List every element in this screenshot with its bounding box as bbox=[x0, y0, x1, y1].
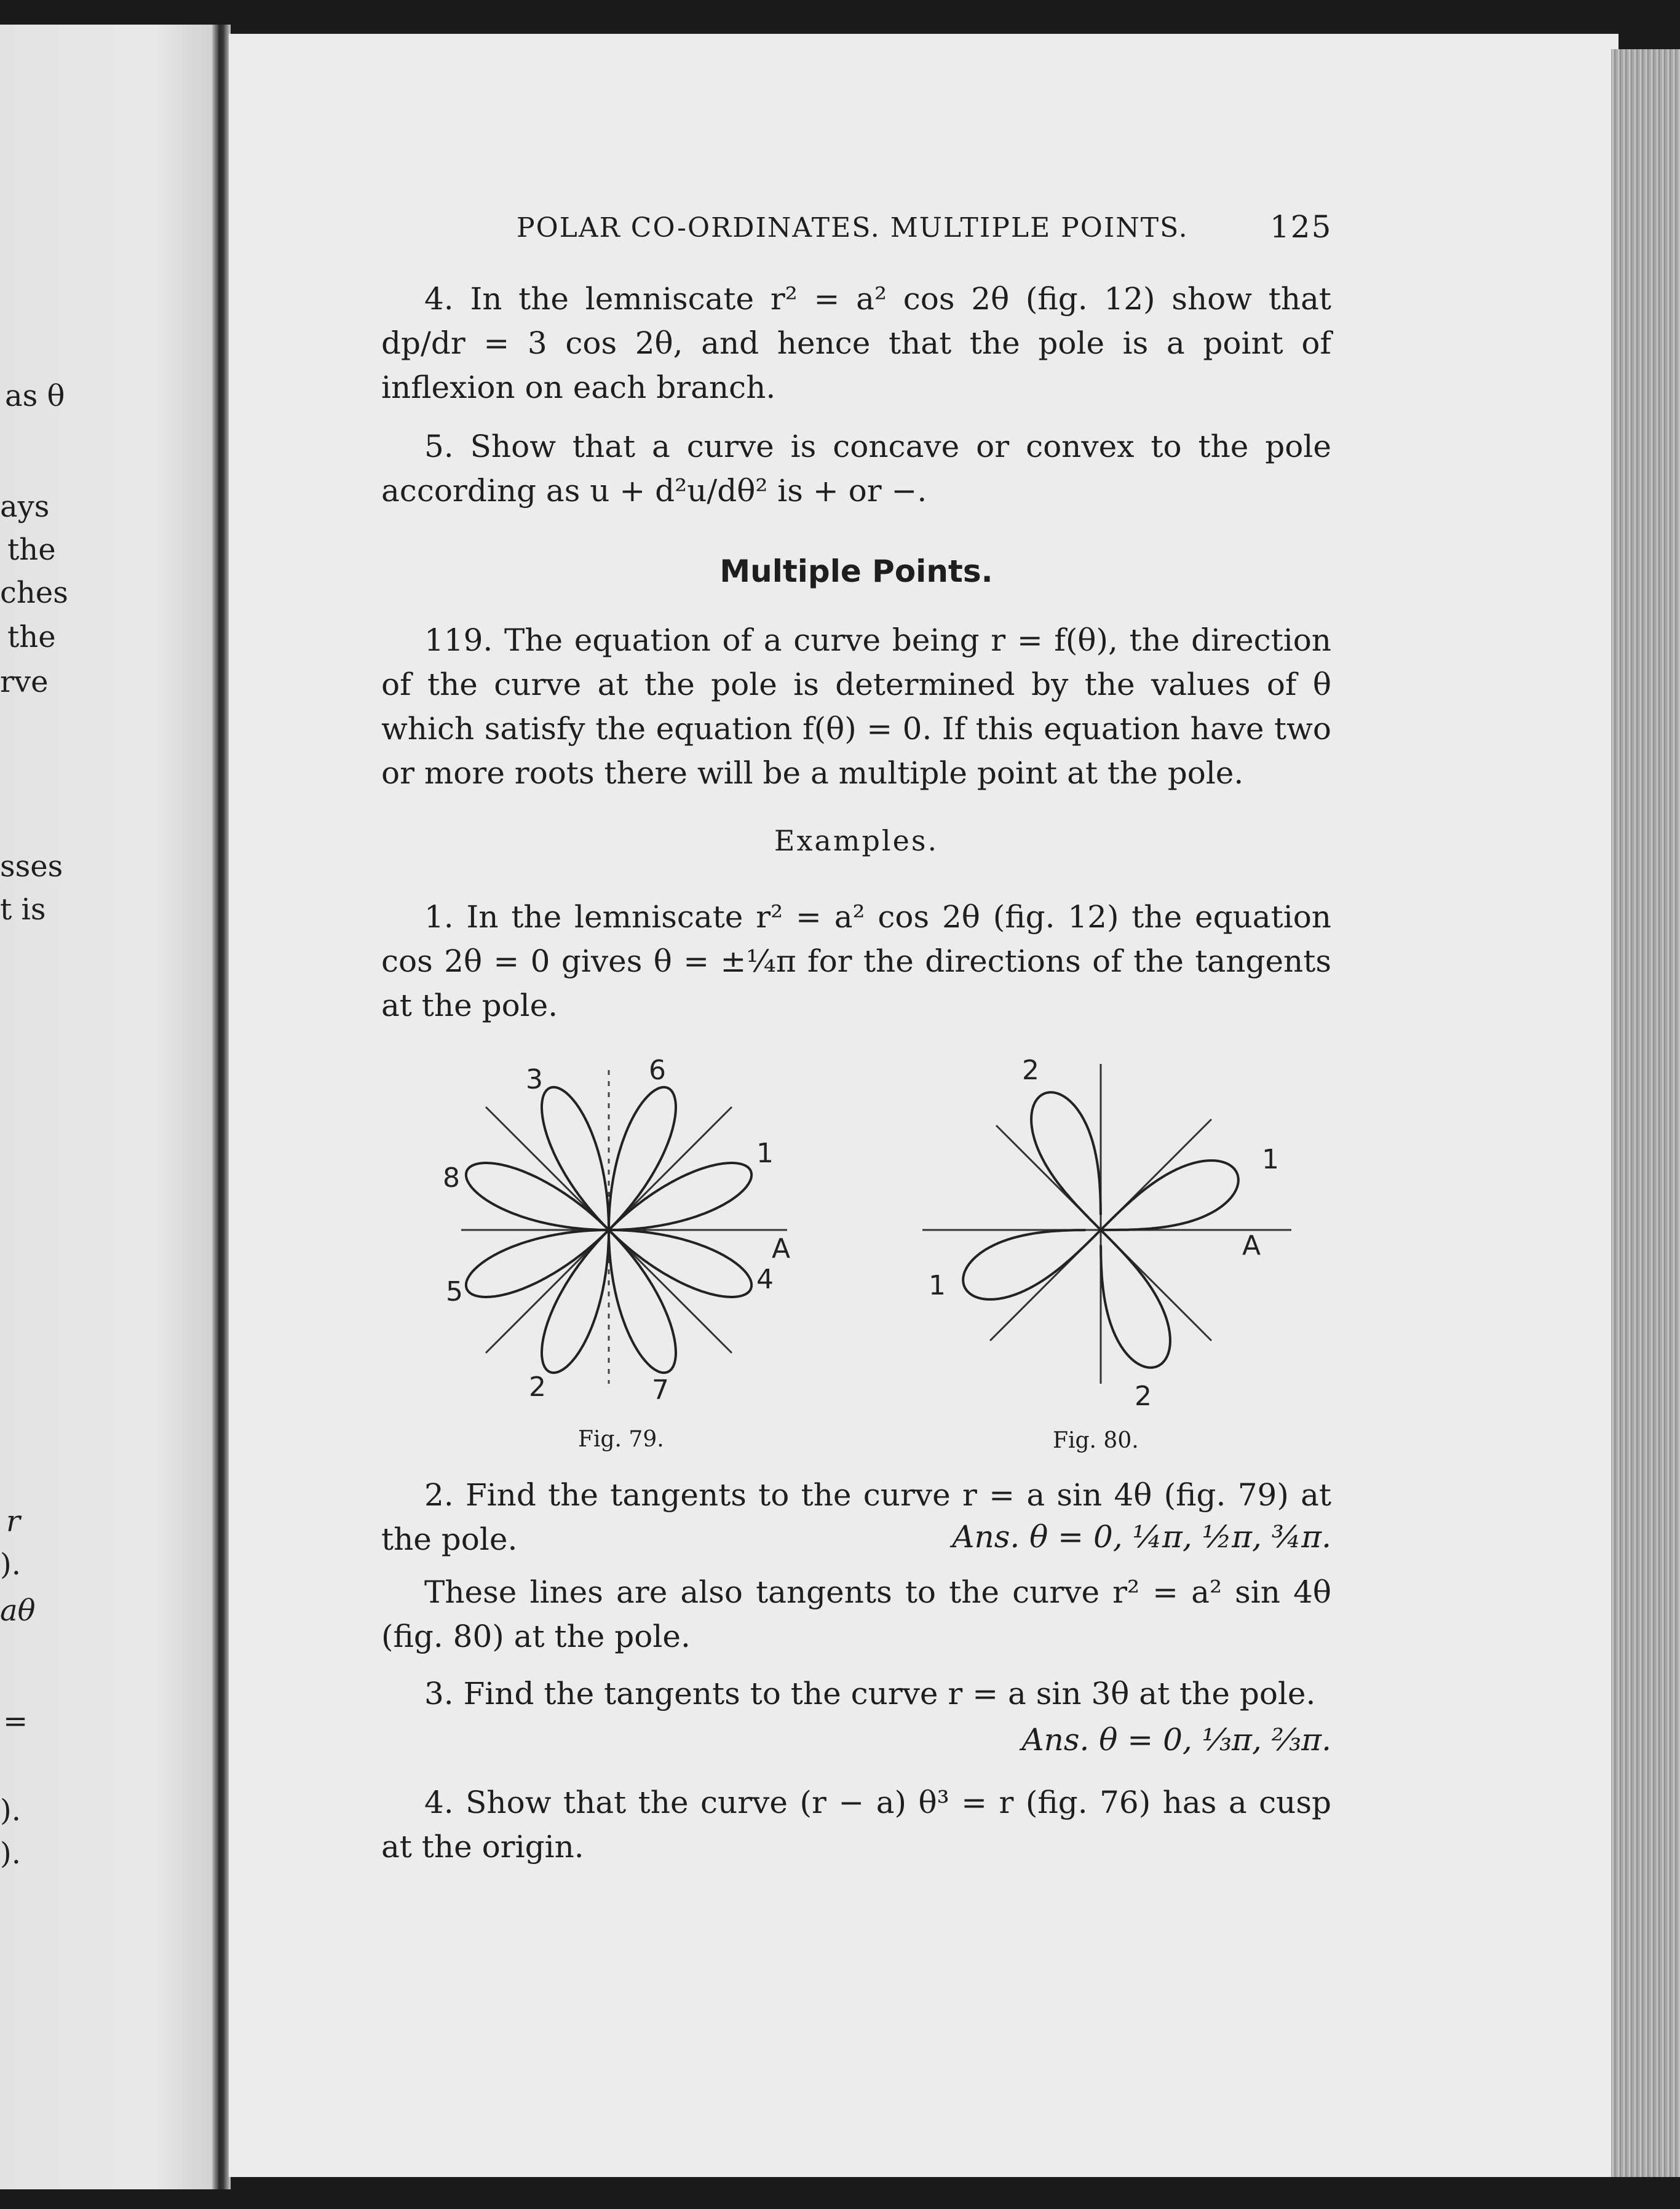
example-1: 1. In the lemniscate r² = a² cos 2θ (fig. 12) the equation cos 2θ = 0 gives θ = ±¼π for the directions of the tangents at the pole. bbox=[381, 899, 1331, 1023]
left-fragment: as θ bbox=[5, 379, 65, 413]
figure-80-caption: Fig. 80. bbox=[1053, 1428, 1139, 1453]
page-number: 125 bbox=[1270, 209, 1333, 245]
left-page bbox=[0, 25, 215, 2189]
figure-79-caption: Fig. 79. bbox=[578, 1427, 664, 1452]
page-edges bbox=[1611, 49, 1680, 2177]
example-3-answer: Ans. θ = 0, ⅓π, ⅔π. bbox=[1021, 1722, 1331, 1758]
example-4-cusp: 4. Show that the curve (r − a) θ³ = r (fig. 76) has a cusp at the origin. bbox=[381, 1785, 1331, 1865]
fig79-label: 2 bbox=[529, 1371, 546, 1403]
fig80-label: 1 bbox=[1262, 1144, 1279, 1175]
fig79-label: 4 bbox=[756, 1264, 774, 1295]
exercise-5-concavity: 5. Show that a curve is concave or convex to the pole according as u + d²u/dθ² is + or −. bbox=[381, 429, 1331, 509]
figure-79-rose-curve bbox=[406, 1045, 824, 1427]
fig80-label: 1 bbox=[929, 1270, 946, 1301]
left-fragment: = bbox=[3, 1704, 28, 1739]
left-fragment: sses bbox=[0, 849, 63, 884]
fig80-label: 2 bbox=[1135, 1381, 1152, 1412]
running-title: POLAR CO-ORDINATES. MULTIPLE POINTS. bbox=[517, 212, 1189, 244]
fig79-label: 7 bbox=[652, 1374, 669, 1406]
left-fragment: rve bbox=[0, 665, 49, 699]
section-heading: Multiple Points. bbox=[719, 553, 993, 589]
example-3: 3. Find the tangents to the curve r = a sin 3θ at the pole. bbox=[424, 1676, 1316, 1711]
left-fragment: ). bbox=[0, 1793, 21, 1828]
left-fragment: the bbox=[7, 620, 56, 654]
fig80-label: 2 bbox=[1022, 1055, 1039, 1086]
fig79-label: 3 bbox=[526, 1064, 543, 1095]
left-fragment: the bbox=[7, 533, 56, 567]
example-2: 2. Find the tangents to the curve r = a sin 4θ (fig. 79) at the pole. bbox=[381, 1477, 1331, 1557]
fig79-label: 1 bbox=[756, 1138, 774, 1169]
example-2-note: These lines are also tangents to the curve r² = a² sin 4θ (fig. 80) at the pole. bbox=[381, 1574, 1331, 1654]
fig79-label: A bbox=[772, 1233, 791, 1264]
exercise-4-lemniscate: 4. In the lemniscate r² = a² cos 2θ (fig. 12) show that dp/dr = 3 cos 2θ, and hence that the pole is a point of inflexion on each branch. bbox=[381, 281, 1331, 405]
left-fragment: aθ bbox=[0, 1593, 36, 1628]
left-fragment: r bbox=[6, 1504, 20, 1539]
fig79-label: 6 bbox=[649, 1055, 666, 1086]
left-fragment: t is bbox=[0, 892, 46, 927]
figure-80-curve bbox=[916, 1052, 1322, 1421]
example-2-answer: Ans. θ = 0, ¼π, ½π, ¾π. bbox=[952, 1519, 1331, 1555]
fig79-label: 5 bbox=[446, 1276, 463, 1307]
fig80-label: A bbox=[1242, 1230, 1261, 1261]
left-fragment: ays bbox=[0, 490, 50, 524]
book-gutter bbox=[212, 25, 231, 2189]
left-fragment: ). bbox=[0, 1836, 21, 1871]
examples-heading: Examples. bbox=[774, 824, 939, 857]
left-fragment: ). bbox=[0, 1547, 21, 1582]
article-119: 119. The equation of a curve being r = f(θ), the direction of the curve at the pole is determined by the values of θ which satisfy the equation f(θ) = 0. If this equation have two or more roots there will be a multiple point at the pole. bbox=[381, 622, 1331, 791]
left-fragment: ches bbox=[0, 576, 68, 610]
fig79-label: 8 bbox=[443, 1162, 460, 1194]
